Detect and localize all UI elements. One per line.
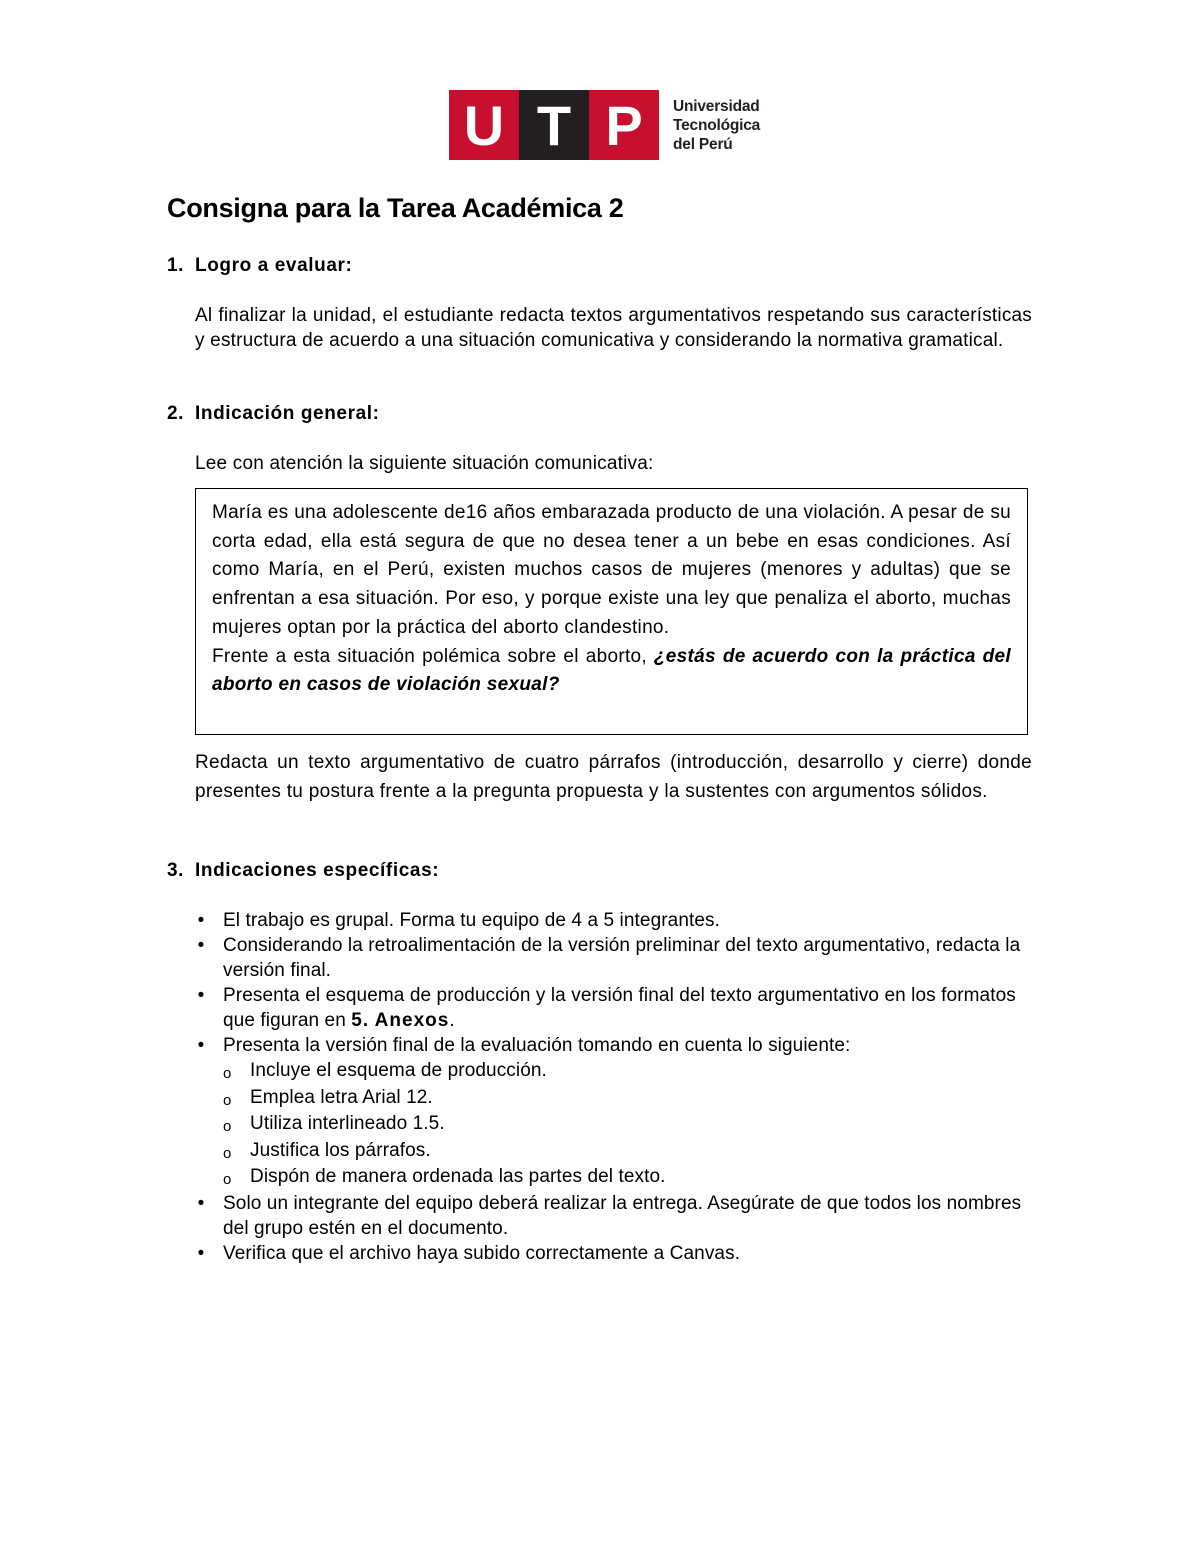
list-item-text: Presenta el esquema de producción y la versión final del texto argumentativo en los formatos que figuran en	[223, 985, 1016, 1031]
list-item	[195, 983, 1035, 1033]
situation-question-lead: Frente a esta situación polémica sobre el aborto,	[212, 645, 654, 667]
list-item-text: Verifica que el archivo haya subido correctamente a Canvas.	[223, 1242, 741, 1264]
sub-bullet-icon: o	[223, 1118, 232, 1135]
situation-question: ¿estás de acuerdo con la práctica del aborto en casos de violación sexual?	[212, 645, 1011, 696]
sublist-item-text: Justifica los párrafos.	[250, 1139, 431, 1161]
list-item-text: Presenta la versión final de la evaluación tomando en cuenta lo siguiente:	[223, 1035, 851, 1056]
sublist-item	[223, 1111, 1035, 1138]
list-item-text: Considerando la retroalimentación de la versión preliminar del texto argumentativo, redacta la versión final.	[223, 935, 1021, 981]
logo-line: Universidad	[673, 97, 760, 115]
bullet-icon: •	[197, 1035, 205, 1056]
sublist-item-text: Incluye el esquema de producción.	[250, 1060, 547, 1081]
sublist-item-text: Utiliza interlineado 1.5.	[250, 1113, 445, 1134]
bullet-icon: •	[197, 1242, 205, 1264]
bullet-icon: •	[197, 985, 205, 1006]
sublist-item-text: Dispón de manera ordenada las partes del texto.	[250, 1166, 666, 1187]
situation-question-paragraph	[212, 643, 1011, 700]
list-item	[195, 1191, 1035, 1241]
section-2-intro: Lee con atención la siguiente situación comunicativa:	[195, 453, 654, 474]
utp-logo	[449, 90, 760, 160]
section-number: 1.	[167, 255, 185, 276]
sublist-item	[223, 1058, 1035, 1085]
section-heading-3	[167, 860, 439, 882]
section-2-instructions: Redacta un texto argumentativo de cuatro párrafos (introducción, desarrollo y cierre) donde presentes tu postura frente a la pregunta propuesta y la sustentes con argumentos sólidos.	[195, 752, 1032, 802]
situation-box	[195, 488, 1028, 735]
sub-bullet-icon: o	[223, 1065, 232, 1082]
section-heading-1	[167, 255, 352, 277]
bullet-icon: •	[197, 1192, 205, 1214]
section-heading-text: Indicaciones específicas:	[195, 860, 440, 881]
list-item-text-end: .	[449, 1010, 455, 1031]
sub-bullet-icon: o	[223, 1171, 232, 1188]
list-item-text: Solo un integrante del equipo deberá realizar la entrega. Asegúrate de que todos los nombres del grupo estén en el documento.	[223, 1192, 1022, 1239]
logo-letter-p: P	[589, 90, 659, 160]
list-item	[195, 908, 1035, 933]
logo-letter-t: T	[519, 90, 589, 160]
section-1-text: Al finalizar la unidad, el estudiante redacta textos argumentativos respetando sus características y estructura de acuerdo a una situación comunicativa y considerando la normativa gramatical.	[195, 305, 1032, 351]
list-item	[195, 1033, 1035, 1191]
logo-mark	[449, 90, 659, 160]
bullet-icon: •	[197, 935, 205, 956]
sublist-item	[223, 1085, 1035, 1112]
bullet-icon: •	[197, 910, 205, 931]
sub-bullet-icon: o	[223, 1091, 232, 1109]
logo-line: del Perú	[673, 135, 733, 153]
section-heading-text: Logro a evaluar:	[195, 255, 353, 276]
logo-letter-u: U	[449, 90, 519, 160]
sublist-item	[223, 1164, 1035, 1191]
logo-line: Tecnológica	[673, 116, 761, 134]
specific-instructions-list	[195, 908, 1035, 1266]
section-heading-text: Indicación general:	[195, 403, 380, 424]
annex-reference: 5. Anexos	[351, 1010, 450, 1031]
list-item-text: El trabajo es grupal. Forma tu equipo de 4 a 5 integrantes.	[223, 910, 721, 931]
section-number: 3.	[167, 860, 185, 881]
section-heading-2	[167, 403, 380, 425]
sub-bullet-icon: o	[223, 1144, 232, 1162]
logo-wordmark	[673, 97, 760, 154]
page-title: Consigna para la Tarea Académica 2	[167, 193, 624, 223]
sublist-item	[223, 1138, 1035, 1165]
section-number: 2.	[167, 403, 185, 424]
list-item	[195, 933, 1035, 983]
sublist-item-text: Emplea letra Arial 12.	[250, 1086, 433, 1108]
situation-text: María es una adolescente de16 años embarazada producto de una violación. A pesar de su corta edad, ella está segura de que no desea tener a un bebe en esas condiciones. Así como María, en el Perú, existen muchos casos de mujeres (menores y adultas) que se enfrentan a esa situación. Por eso, y porque existe una ley que penaliza el aborto, muchas mujeres optan por la práctica del aborto clandestino.	[212, 502, 1011, 638]
format-sublist	[223, 1058, 1035, 1191]
list-item	[195, 1241, 1035, 1266]
